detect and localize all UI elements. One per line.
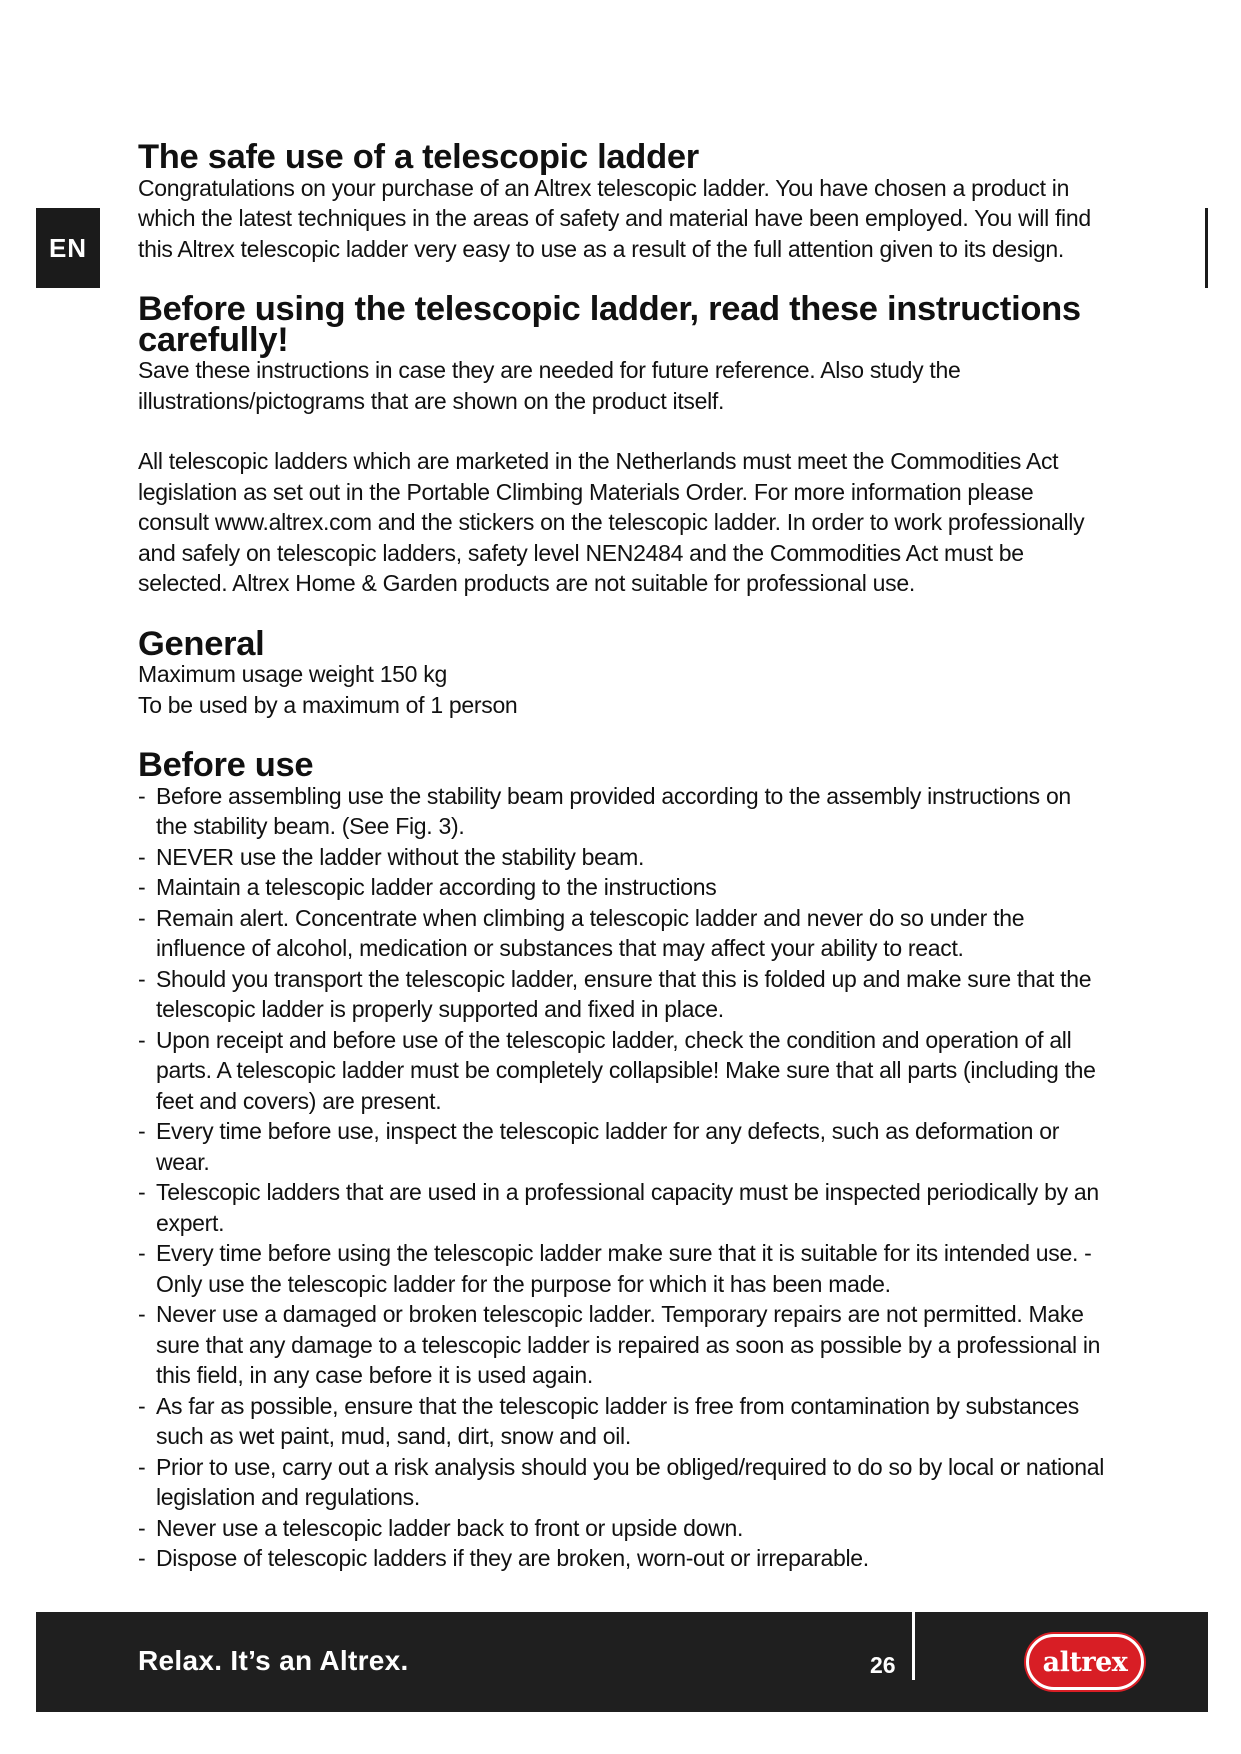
list-item: - Every time before using the telescopic ladder make sure that it is suitable for its intended use. - Only use the telescopic ladder for the purpose for which it has been made.	[138, 1238, 1108, 1299]
list-item: - Never use a telescopic ladder back to front or upside down.	[138, 1513, 1108, 1544]
list-item: - Dispose of telescopic ladders if they are broken, worn-out or irreparable.	[138, 1543, 1108, 1574]
section-text: Congratulations on your purchase of an Altrex telescopic ladder. You have chosen a product in which the latest techniques in the areas of safety and material have been employed. You will find this Altrex telescopic ladder very easy to use as a result of the full attention given to its design.	[138, 174, 1091, 262]
section-heading: The safe use of a telescopic ladder	[138, 138, 699, 176]
section-instructions	[138, 290, 1108, 416]
language-tab	[36, 208, 100, 288]
section-heading: General	[138, 624, 265, 663]
list-item: - Remain alert. Concentrate when climbing a telescopic ladder and never do so under the influence of alcohol, medication or substances that may affect your ability to react.	[138, 903, 1108, 964]
section-heading: Before use	[138, 746, 314, 784]
list-item: - Before assembling use the stability beam provided according to the assembly instructions on the stability beam. (See Fig. 3).	[138, 781, 1108, 842]
margin-rule	[1205, 208, 1208, 288]
general-line: To be used by a maximum of 1 person	[138, 691, 518, 718]
section-general	[138, 624, 1108, 721]
section-before-use	[138, 746, 1108, 1574]
list-item: - NEVER use the ladder without the stability beam.	[138, 842, 1108, 873]
language-label: EN	[48, 232, 88, 263]
section-legislation	[138, 446, 1108, 599]
list-item: - Telescopic ladders that are used in a professional capacity must be inspected periodically by an expert.	[138, 1177, 1108, 1238]
footer-slogan: Relax. It’s an Altrex.	[138, 1645, 409, 1676]
section-text: All telescopic ladders which are marketed in the Netherlands must meet the Commodities Act legislation as set out in the Portable Climbing Materials Order. For more information please consult www.altrex.com and the stickers on the telescopic ladder. In order to work professionally and safely on telescopic ladders, safety level NEN2484 and the Commodities Act must be selected. Altrex Home & Garden products are not suitable for professional use.	[138, 448, 1085, 596]
page-footer	[36, 1612, 1208, 1712]
altrex-logo	[1026, 1634, 1144, 1690]
section-text: Save these instructions in case they are needed for future reference. Also study the illustrations/pictograms that are shown on the product itself.	[138, 357, 961, 414]
section-heading: Before using the telescopic ladder, read these instructions carefully!	[138, 290, 1081, 359]
list-item: - Every time before use, inspect the telescopic ladder for any defects, such as deformation or wear.	[138, 1116, 1108, 1177]
list-item: - Upon receipt and before use of the telescopic ladder, check the condition and operation of all parts. A telescopic ladder must be completely collapsible! Make sure that all parts (including the feet and covers) are present.	[138, 1025, 1108, 1117]
page-number: 26	[870, 1652, 896, 1678]
list-item: - Should you transport the telescopic ladder, ensure that this is folded up and make sure that the telescopic ladder is properly supported and fixed in place.	[138, 964, 1108, 1025]
list-item: - As far as possible, ensure that the telescopic ladder is free from contamination by substances such as wet paint, mud, sand, dirt, snow and oil.	[138, 1391, 1108, 1452]
list-item: - Never use a damaged or broken telescopic ladder. Temporary repairs are not permitted. Make sure that any damage to a telescopic ladder is repaired as soon as possible by a professional in this field, in any case before it is used again.	[138, 1299, 1108, 1391]
manual-content	[138, 138, 1108, 1574]
section-intro	[138, 138, 1108, 264]
general-line: Maximum usage weight 150 kg	[138, 661, 447, 687]
footer-divider	[912, 1612, 915, 1680]
list-item: - Maintain a telescopic ladder according to the instructions	[138, 872, 1108, 903]
before-use-list	[138, 781, 1108, 1574]
logo-wordmark: altrex	[1042, 1646, 1128, 1678]
list-item: - Prior to use, carry out a risk analysis should you be obliged/required to do so by local or national legislation and regulations.	[138, 1452, 1108, 1513]
